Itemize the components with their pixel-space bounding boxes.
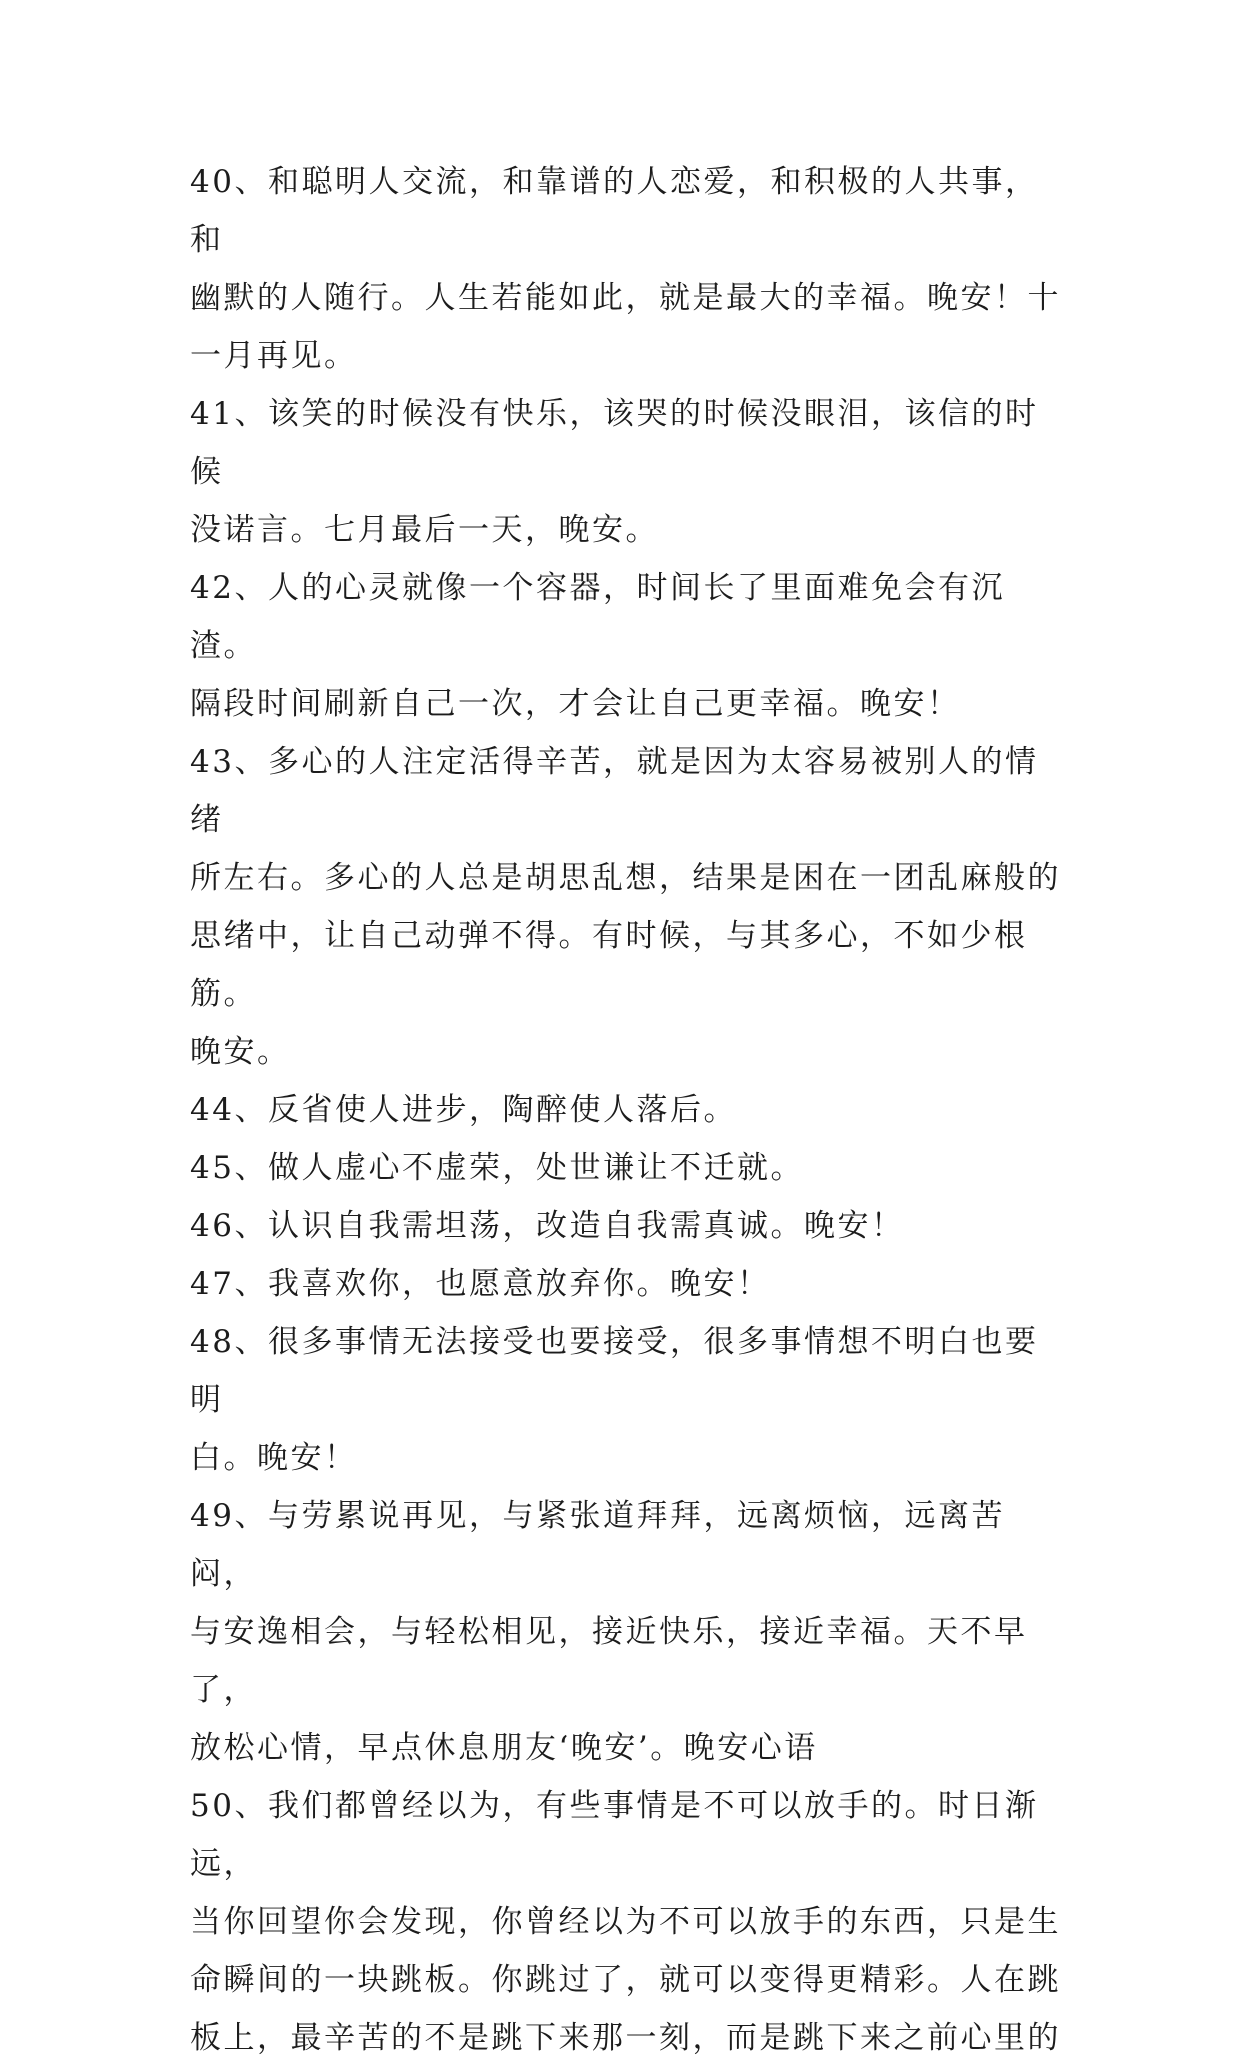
entry-42: 42、人的心灵就像一个容器，时间长了里面难免会有沉渣。 隔段时间刷新自己一次，才会让自己更幸福。晚安！ [190, 570, 1005, 722]
entry-41: 41、该笑的时候没有快乐，该哭的时候没眼泪，该信的时候 没诺言。七月最后一天，晚安。 [190, 396, 1039, 548]
entry-45: 45、做人虚心不虚荣，处世谦让不迁就。 [190, 1150, 804, 1186]
entry-46: 46、认识自我需坦荡，改造自我需真诚。晚安！ [190, 1208, 905, 1244]
entry-43: 43、多心的人注定活得辛苦，就是因为太容易被别人的情绪 所左右。多心的人总是胡思乱想，结果是困在一团乱麻般的 思绪中，让自己动弹不得。有时候，与其多心，不如少根筋。 晚安。 [190, 744, 1061, 1070]
entry-40: 40、和聪明人交流，和靠谱的人恋爱，和积极的人共事，和 幽默的人随行。人生若能如此，就是最大的幸福。晚安！十 一月再见。 [190, 164, 1061, 374]
entry-49: 49、与劳累说再见，与紧张道拜拜，远离烦恼，远离苦闷， 与安逸相会，与轻松相见，接近快乐，接近幸福。天不早了， 放松心情，早点休息朋友‘晚安’。晚安心语 [190, 1498, 1028, 1766]
entry-44: 44、反省使人进步，陶醉使人落后。 [190, 1092, 737, 1128]
document-body [190, 153, 1070, 2067]
entry-50: 50、我们都曾经以为，有些事情是不可以放手的。时日渐远， 当你回望你会发现，你曾经以为不可以放手的东西，只是生 命瞬间的一块跳板。你跳过了，就可以变得更精彩。人在跳 板上，最辛苦的不是跳下来那一刻，而是跳下来之前心里的 [190, 1788, 1061, 2056]
entry-47: 47、我喜欢你，也愿意放弃你。晚安！ [190, 1266, 771, 1302]
entry-48: 48、很多事情无法接受也要接受，很多事情想不明白也要明 白。晚安！ [190, 1324, 1039, 1476]
